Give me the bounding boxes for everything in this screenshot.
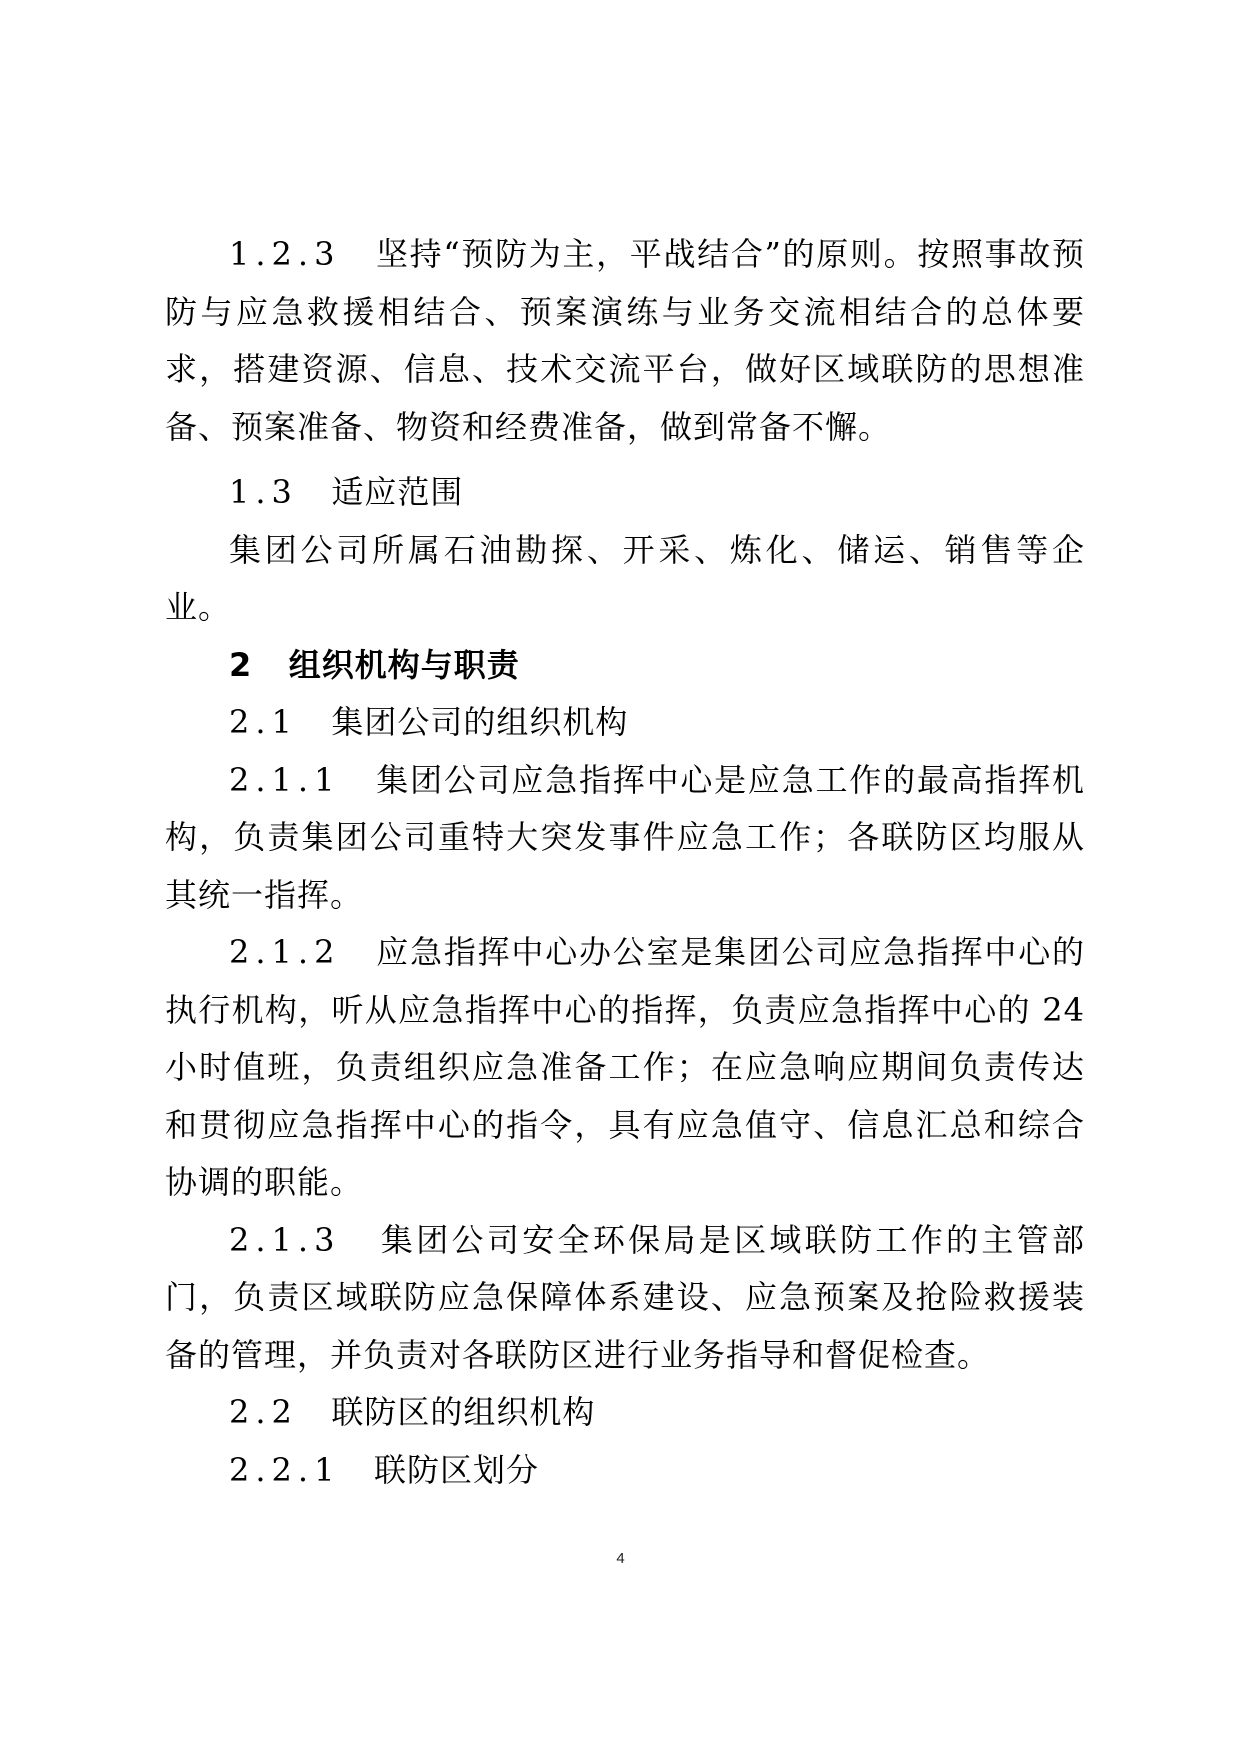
heading-2-1 <box>165 694 1085 752</box>
paragraph-2-1-2 <box>165 924 1085 1212</box>
paragraph-text: 应急指挥中心办公室是集团公司应急指挥中心的执行机构，听从应急指挥中心的指挥，负责应急指挥中心的 24 小时值班，负责组织应急准备工作；在应急响应期间负责传达和贯彻应急指挥中心的指令，具有应急值守、信息汇总和综合协调的职能。 <box>165 933 1085 1201</box>
heading-2-2 <box>165 1384 1085 1442</box>
paragraph-2-1-1 <box>165 752 1085 925</box>
heading-1-3 <box>165 464 1085 522</box>
section-number: 2.1.2 <box>229 933 341 971</box>
paragraph-text: 集团公司应急指挥中心是应急工作的最高指挥机构，负责集团公司重特大突发事件应急工作；各联防区均服从其统一指挥。 <box>165 760 1085 914</box>
document-body <box>165 226 1085 1499</box>
paragraph-text: 集团公司安全环保局是区域联防工作的主管部门，负责区域联防应急保障体系建设、应急预案及抢险救援装备的管理，并负责对各联防区进行业务指导和督促检查。 <box>165 1220 1085 1374</box>
heading-2 <box>165 637 1085 695</box>
paragraph-text: 集团公司所属石油勘探、开采、炼化、储运、销售等企业。 <box>165 530 1085 626</box>
paragraph-1-2-3 <box>165 226 1085 456</box>
paragraph-2-1-3 <box>165 1212 1085 1385</box>
section-number: 2.2 <box>229 1393 298 1431</box>
section-number: 2.1 <box>229 703 298 741</box>
heading-text: 联防区的组织机构 <box>331 1393 596 1431</box>
section-number: 2 <box>229 645 253 684</box>
section-number: 1.2.3 <box>229 235 341 273</box>
paragraph-scope <box>165 522 1085 637</box>
heading-text: 组织机构与职责 <box>288 645 520 684</box>
heading-text: 集团公司的组织机构 <box>331 703 629 741</box>
heading-text: 联防区划分 <box>373 1450 539 1489</box>
page-number: 4 <box>616 1550 625 1567</box>
heading-2-2-1 <box>165 1442 1085 1500</box>
section-number: 2.2.1 <box>229 1450 341 1489</box>
heading-text: 适应范围 <box>331 473 464 511</box>
section-number: 1.3 <box>229 473 298 511</box>
section-number: 2.1.1 <box>229 760 341 799</box>
paragraph-text: 坚持“预防为主，平战结合”的原则。按照事故预防与应急救援相结合、预案演练与业务交流相结合的总体要求，搭建资源、信息、技术交流平台，做好区域联防的思想准备、预案准备、物资和经费准备，做到常备不懈。 <box>165 235 1085 446</box>
section-number: 2.1.3 <box>229 1220 341 1259</box>
